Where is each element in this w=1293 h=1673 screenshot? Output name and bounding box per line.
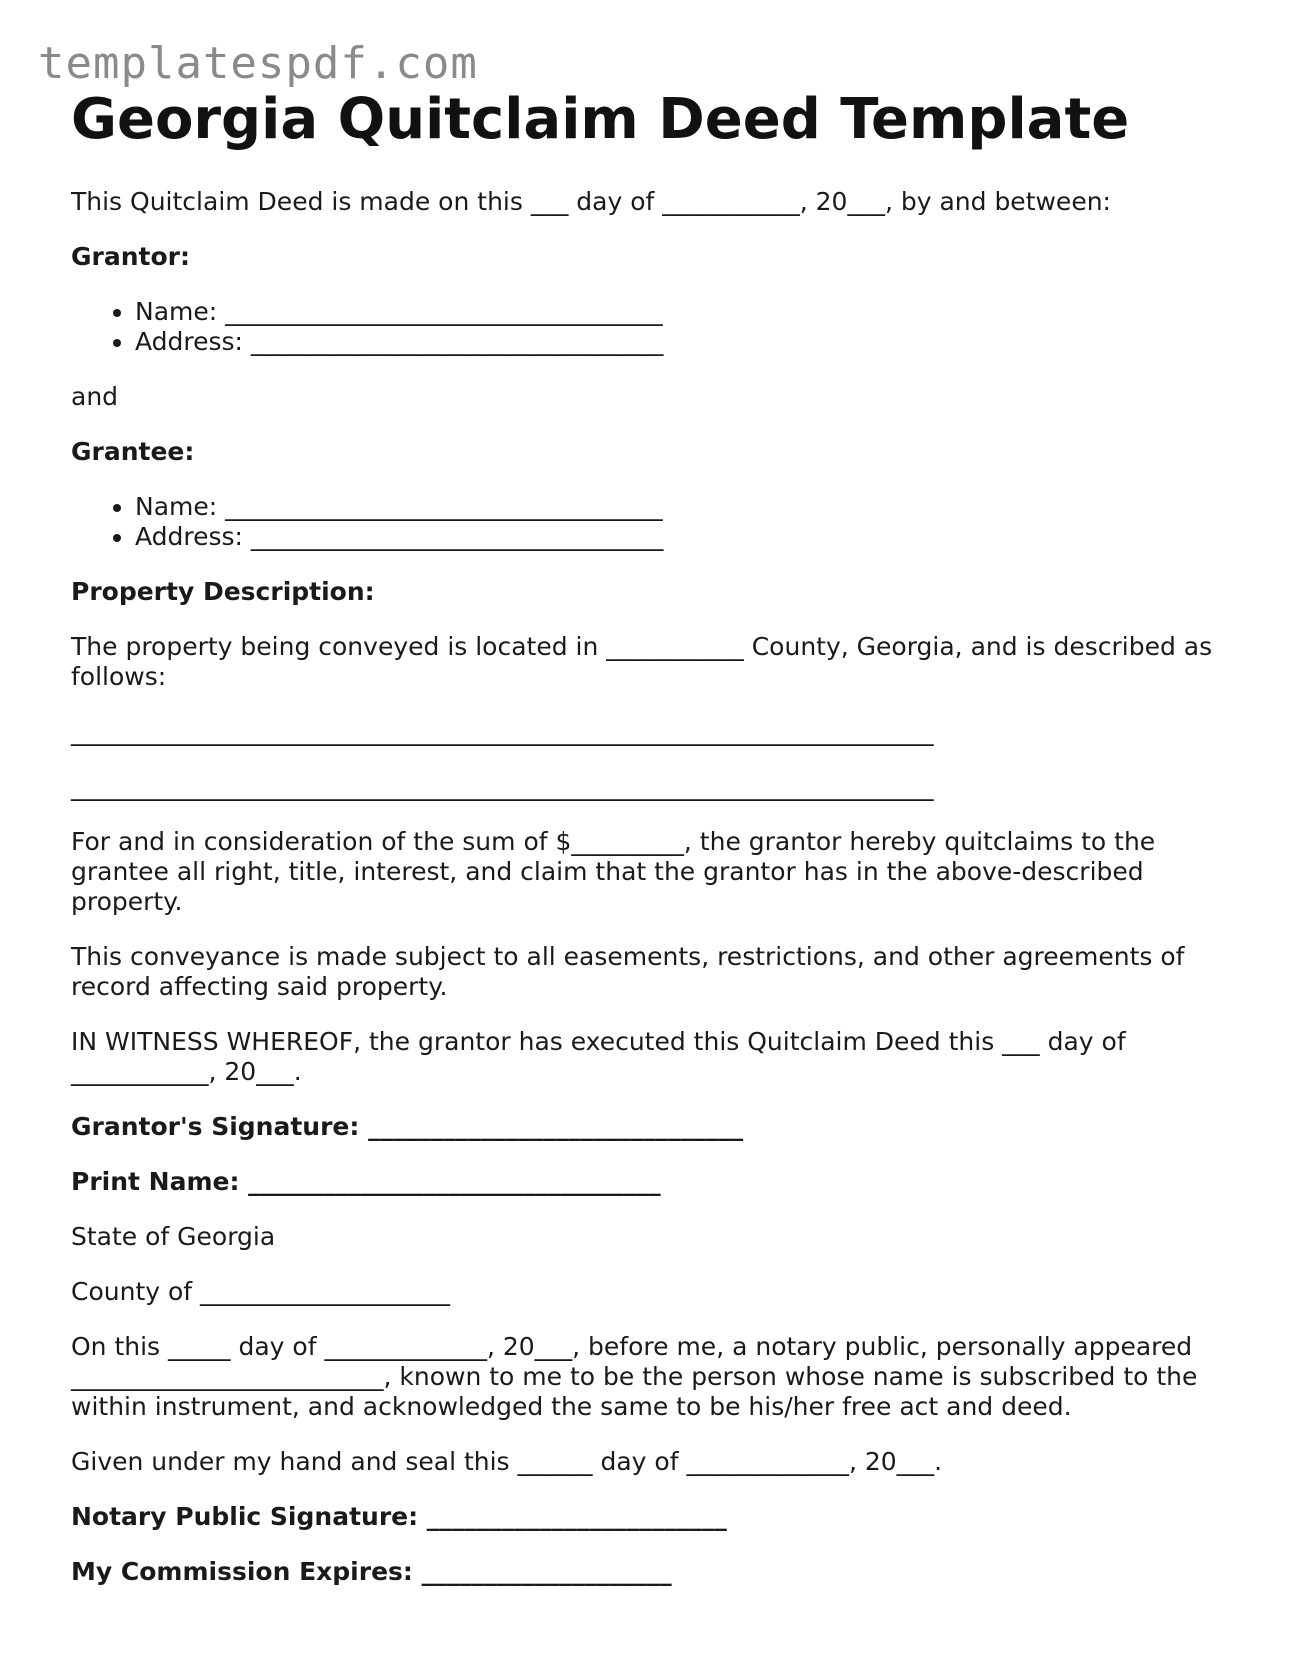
print-name-line: Print Name: _________________________________ (71, 1167, 661, 1196)
page-title: Georgia Quitclaim Deed Template (71, 87, 1130, 152)
state-line: State of Georgia (71, 1222, 276, 1251)
conveyance-paragraph: This conveyance is made subject to all easements, restrictions, and other agreements of record affecting said property. (71, 942, 1193, 1001)
grantee-address-field: • Address: _________________________________ (135, 522, 1231, 552)
county-line: County of ____________________ (71, 1277, 451, 1306)
intro-paragraph: This Quitclaim Deed is made on this ___ day of ___________, 20___, by and between: (71, 187, 1111, 216)
grantor-heading: Grantor: (71, 242, 190, 271)
property-blank-line-1: _____________________________________________________________________ (71, 717, 934, 746)
given-under-seal: Given under my hand and seal this ______ day of _____________, 20___. (71, 1447, 943, 1476)
witness-paragraph: IN WITNESS WHEREOF, the grantor has executed this Quitclaim Deed this ___ day of ___________, 20___. (71, 1027, 1134, 1086)
grantee-list (71, 492, 1231, 552)
commission-expires-line: My Commission Expires: ____________________ (71, 1557, 672, 1586)
property-heading: Property Description: (71, 577, 375, 606)
property-location: The property being conveyed is located in ___________ County, Georgia, and is described as follows: (71, 632, 1221, 691)
grantor-name-field: • Name: ___________________________________ (135, 297, 1231, 327)
grantee-heading: Grantee: (71, 437, 195, 466)
document (71, 84, 1231, 1612)
grantor-signature-line: Grantor's Signature: ______________________________ (71, 1112, 744, 1141)
grantor-list (71, 297, 1231, 357)
grantor-address-field: • Address: _________________________________ (135, 327, 1231, 357)
watermark: templatespdf.com (38, 38, 478, 89)
notary-signature-line: Notary Public Signature: ________________________ (71, 1502, 727, 1531)
notary-statement: On this _____ day of _____________, 20___, before me, a notary public, personally appeared _________________________, known to me to be the person whose name is subscribed to the within instrument, and acknowledged the same to be his/her free act and deed. (71, 1332, 1206, 1421)
consideration-paragraph: For and in consideration of the sum of $_________, the grantor hereby quitclaims to the grantee all right, title, interest, and claim that the grantor has in the above-described property. (71, 827, 1164, 916)
and-text: and (71, 382, 119, 411)
grantee-name-field: • Name: ___________________________________ (135, 492, 1231, 522)
property-blank-line-2: _____________________________________________________________________ (71, 772, 934, 801)
